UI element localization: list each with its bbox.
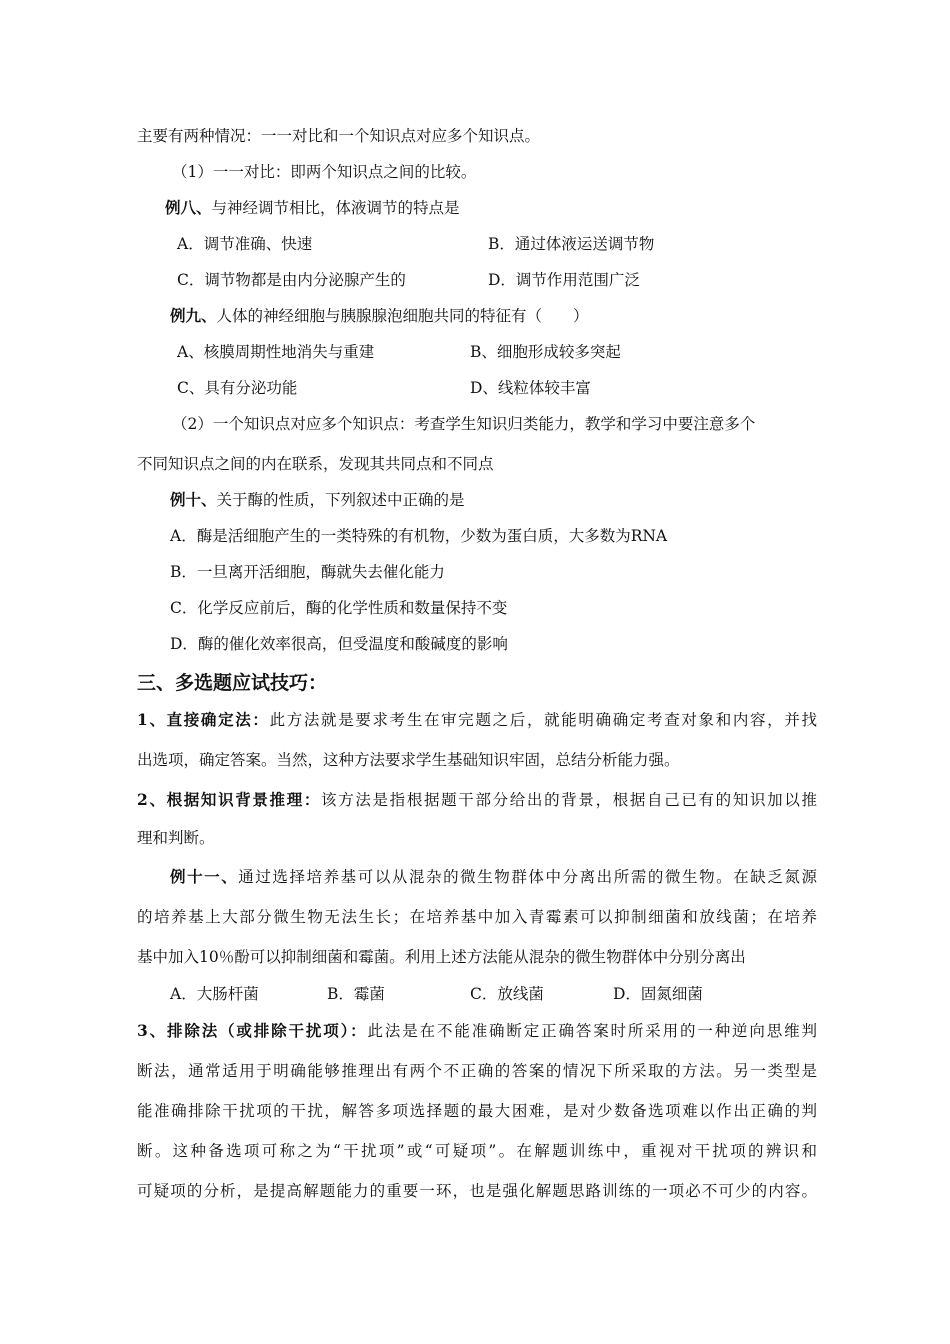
example-11-line-1: 例十一、通过选择培养基可以从混杂的微生物群体中分离出所需的微生物。在缺乏氮源 [170,867,817,886]
example-10-option-c: C．化学反应前后，酶的化学性质和数量保持不变 [170,599,508,617]
example-8-question [165,197,460,219]
method-3-line-3: 能准确排除干扰项的干扰，解答多项选择题的最大困难，是对少数备选项难以作出正确的判 [137,1102,817,1120]
method-2-line-1: 2、根据知识背景推理：该方法是指根据题干部分给出的背景，根据自己已有的知识加以推 [137,790,817,809]
example-10-option-b: B．一旦离开活细胞，酶就失去催化能力 [170,563,445,581]
example-9-label: 例九、 [170,306,217,325]
method-1-label: 1、直接确定法： [137,710,270,729]
method-3-line-1: 3、排除法（或排除干扰项）：此法是在不能准确断定正确答案时所采用的一种逆向思维判 [137,1021,817,1040]
example-10-stem: 关于酶的性质，下列叙述中正确的是 [216,491,465,509]
example-9-question [170,305,589,327]
example-9-option-b: B、细胞形成较多突起 [470,343,621,361]
method-3-line-4: 断。这种备选项可称之为“干扰项”或“可疑项”。在解题训练中，重视对干扰项的辨识和 [137,1142,817,1160]
subsection-2-line-1: （2）一个知识点对应多个知识点：考查学生知识归类能力，教学和学习中要注意多个 [172,415,756,433]
method-1-line-2: 出选项，确定答案。当然，这种方法要求学生基础知识牢固，总结分析能力强。 [137,751,680,769]
example-11-option-a: A．大肠杆菌 [170,985,259,1003]
example-8-option-b: B．通过体液运送调节物 [488,235,655,253]
intro-text: 主要有两种情况：一一对比和一个知识点对应多个知识点。 [137,127,541,145]
subsection-1-heading: （1）一一对比：即两个知识点之间的比较。 [172,163,477,181]
section-3-title: 三、多选题应试技巧： [137,672,328,694]
example-10-label: 例十、 [170,490,217,509]
example-9-stem: 人体的神经细胞与胰腺腺泡细胞共同的特征有（ ） [216,307,589,325]
example-11-option-c: C．放线菌 [470,985,544,1003]
example-10-option-d: D．酶的催化效率很高，但受温度和酸碱度的影响 [170,635,508,653]
example-11-line-3: 基中加入10％酚可以抑制细菌和霉菌。利用上述方法能从混杂的微生物群体中分别分离出 [137,948,746,966]
method-1-line-1: 1、直接确定法：此方法就是要求考生在审完题之后，就能明确确定考查对象和内容，并找 [137,710,817,729]
example-8-option-d: D．调节作用范围广泛 [488,271,640,289]
example-11-option-d: D．固氮细菌 [613,985,703,1003]
example-8-option-a: A．调节准确、快速 [177,235,313,253]
example-8-stem: 与神经调节相比，体液调节的特点是 [211,199,460,217]
method-2-label: 2、根据知识背景推理： [137,790,322,809]
example-10-option-a: A．酶是活细胞产生的一类特殊的有机物，少数为蛋白质，大多数为RNA [170,527,668,545]
example-9-option-a: A、核膜周期性地消失与重建 [177,343,375,361]
subsection-2-line-2: 不同知识点之间的内在联系，发现其共同点和不同点 [137,455,494,473]
example-9-option-d: D、线粒体较丰富 [470,379,591,397]
example-8-option-c: C．调节物都是由内分泌腺产生的 [177,271,406,289]
example-11-line-2: 的培养基上大部分微生物无法生长；在培养基中加入青霉素可以抑制细菌和放线菌；在培养 [137,908,817,926]
method-3-line-2: 断法，通常适用于明确能够推理出有两个不正确的答案的情况下所采取的方法。另一类型是 [137,1062,817,1080]
method-2-line-2: 理和判断。 [137,829,215,847]
example-11-label: 例十一、 [170,867,239,886]
example-11-option-b: B．霉菌 [327,985,385,1003]
method-3-line-5: 可疑项的分析，是提高解题能力的重要一环，也是强化解题思路训练的一项必不可少的内容。 [137,1182,817,1200]
example-9-option-c: C、具有分泌功能 [177,379,298,397]
method-3-label: 3、排除法（或排除干扰项）： [137,1021,368,1040]
example-8-label: 例八、 [165,198,212,217]
example-10-question [170,489,465,511]
